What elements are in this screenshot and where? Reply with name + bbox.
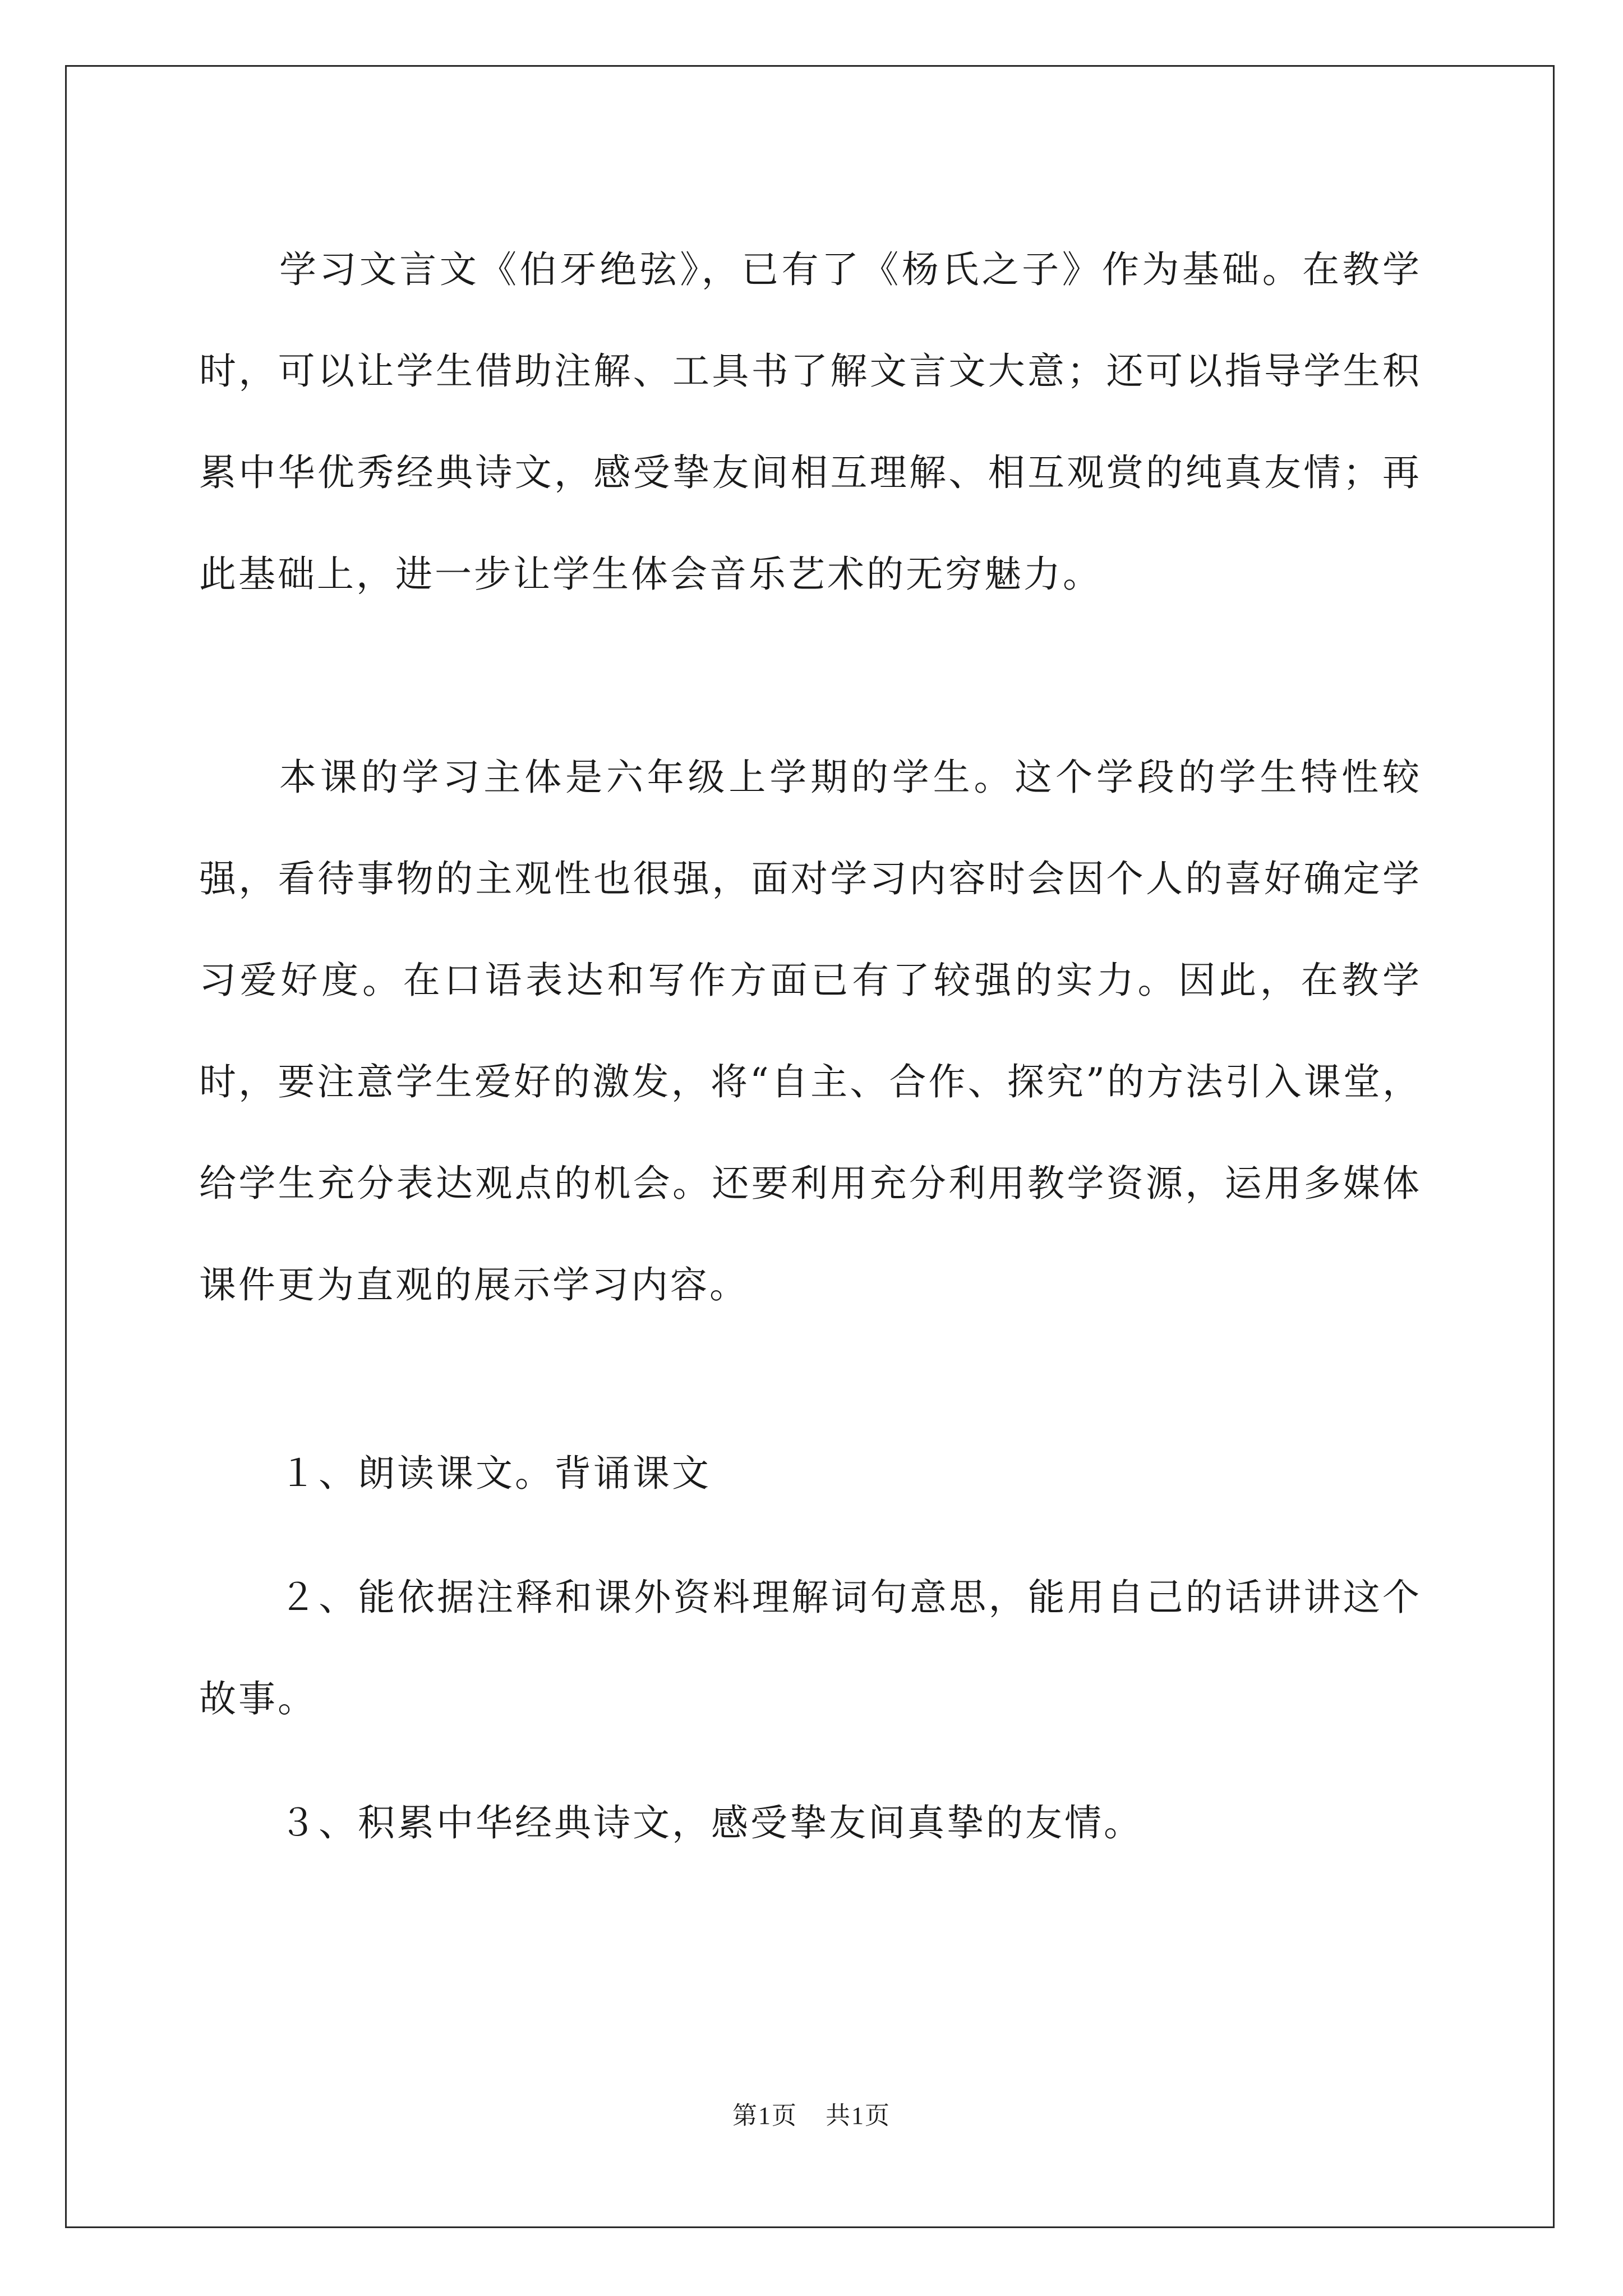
document-body	[199, 219, 1422, 1874]
paragraph-learners: 本课的学习主体是六年级上学期的学生。这个学段的学生特性较强，看待事物的主观性也很强，面对学习内容时会因个人的喜好确定学习爱好度。在口语表达和写作方面已有了较强的实力。因此，在教学时，要注意学生爱好的激发，将“自主、合作、探究”的方法引入课堂，给学生充分表达观点的机会。还要利用充分利用教学资源，运用多媒体课件更为直观的展示学习内容。	[199, 756, 1422, 1306]
paragraph-spacer	[199, 625, 1422, 726]
paragraph-spacer	[199, 1336, 1422, 1423]
list-item: ３、积累中华经典诗文，感受挚友间真挚的友情。	[279, 1801, 1143, 1844]
page-footer	[0, 2095, 1623, 2131]
page-number-current: 第1页	[732, 2102, 797, 2129]
list-item: ２、能依据注释和课外资料理解词句意思，能用自己的话讲讲这个故事。	[199, 1576, 1422, 1720]
list-spacer	[199, 1524, 1422, 1547]
page-number-total: 共1页	[826, 2102, 891, 2129]
list-spacer	[199, 1750, 1422, 1772]
list-item: １、朗读课文。背诵课文	[279, 1452, 711, 1495]
paragraph-intro: 学习文言文《伯牙绝弦》，已有了《杨氏之子》作为基础。在教学时，可以让学生借助注解、工具书了解文言文大意；还可以指导学生积累中华优秀经典诗文，感受挚友间相互理解、相互观赏的纯真友情；再此基础上，进一步让学生体会音乐艺术的无穷魅力。	[199, 248, 1422, 596]
